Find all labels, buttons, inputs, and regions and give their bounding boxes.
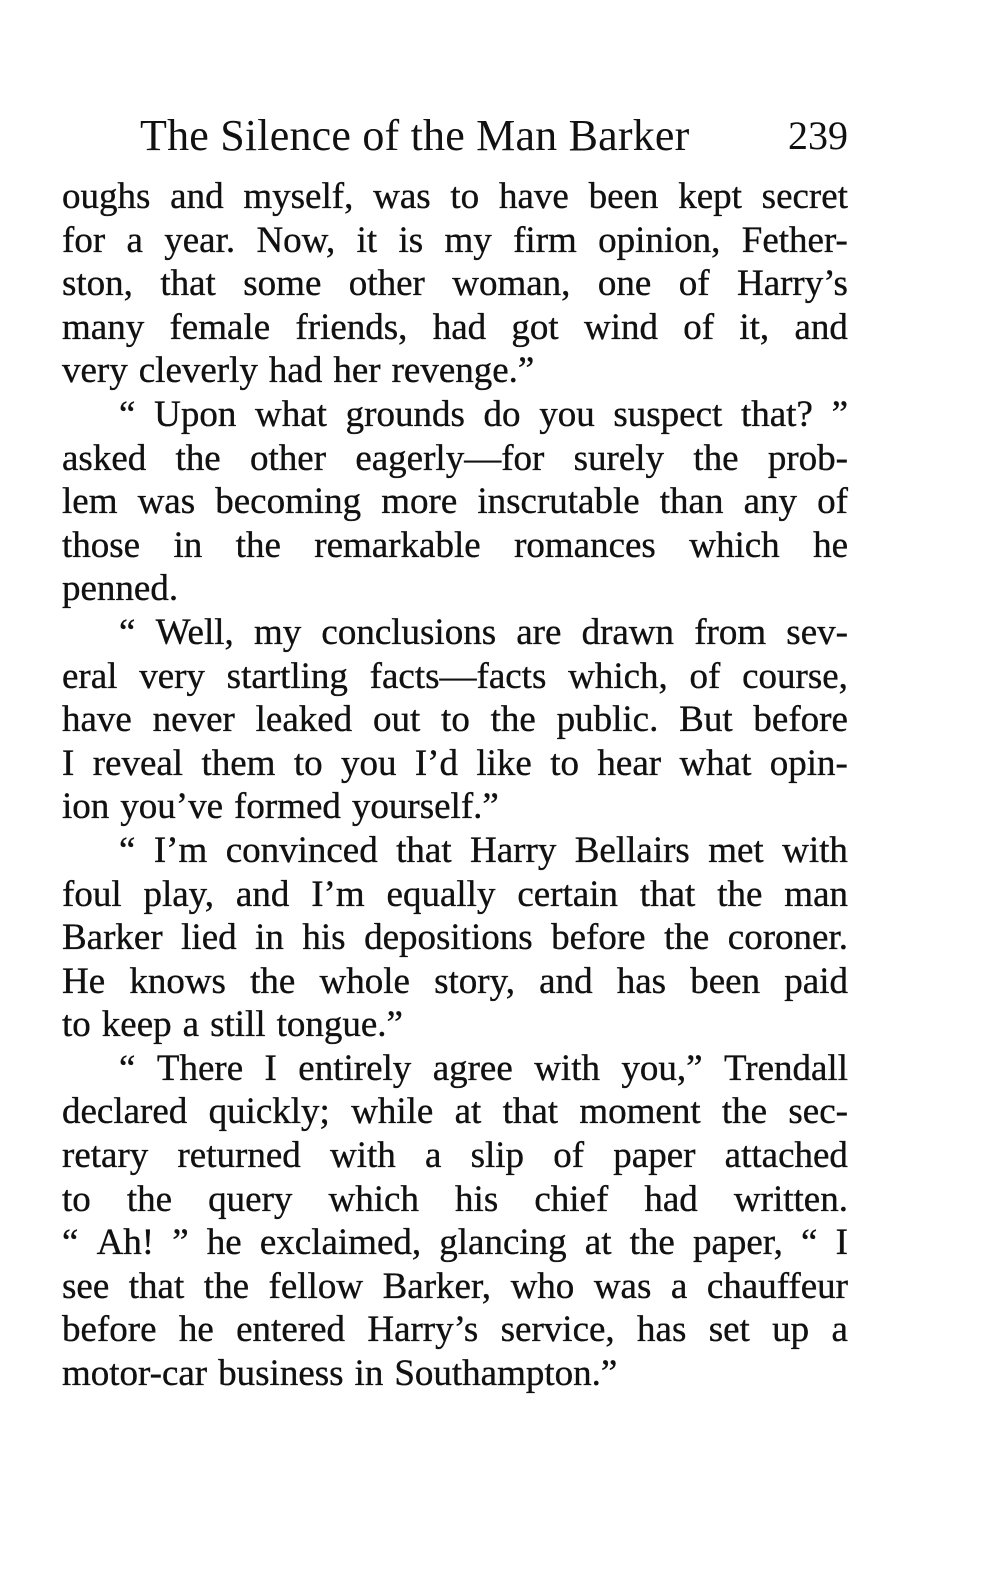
word: very (62, 350, 128, 392)
word: service, (500, 1309, 615, 1351)
word: friends, (295, 306, 408, 348)
word: sec- (788, 1091, 848, 1133)
word: to (62, 1004, 91, 1046)
word: for (62, 219, 106, 261)
word: drawn (581, 611, 675, 653)
word: foul (62, 873, 122, 915)
word: some (243, 263, 322, 305)
word: from (694, 611, 767, 653)
word: the (490, 699, 536, 741)
word: the (664, 917, 710, 959)
word: equally (386, 873, 496, 915)
word: Harry’s (736, 263, 848, 305)
word: ” (831, 393, 848, 435)
word: cleverly (138, 350, 258, 392)
word: business (218, 1353, 344, 1395)
word: his (455, 1178, 499, 1220)
word: sev- (786, 611, 848, 653)
word: knows (129, 960, 226, 1002)
word: depositions (364, 917, 533, 959)
word: do (483, 393, 521, 435)
word: course, (742, 655, 848, 697)
word: romances (514, 524, 656, 566)
word: inscrutable (477, 481, 640, 523)
word: see (62, 1265, 110, 1307)
word: got (511, 306, 559, 348)
word: fellow (268, 1265, 364, 1307)
word: Harry (470, 829, 557, 871)
word: reveal (92, 742, 184, 784)
word: female (169, 306, 271, 348)
word: eagerly—for (355, 437, 545, 479)
text-line (62, 437, 848, 481)
word: what (679, 742, 752, 784)
word: facts—facts (369, 655, 547, 697)
word: the (717, 873, 763, 915)
word: He (62, 960, 106, 1002)
text-line (62, 262, 848, 306)
word: tongue.” (276, 1004, 403, 1046)
word: before (753, 699, 848, 741)
word: paper, (692, 1222, 783, 1264)
word: becoming (215, 481, 362, 523)
text-line (62, 349, 848, 393)
word: entirely (298, 1047, 412, 1089)
word: But (679, 699, 733, 741)
word: have (498, 176, 569, 217)
word: he (178, 1309, 214, 1351)
word: I (264, 1047, 277, 1089)
word: that? (740, 393, 813, 435)
word: hear (597, 742, 662, 784)
text-line (62, 1352, 848, 1396)
word: I (835, 1222, 848, 1264)
text-line (62, 655, 848, 699)
text-line (62, 1265, 848, 1309)
text-line (62, 960, 848, 1004)
word: “ (119, 1047, 136, 1089)
word: query (208, 1178, 293, 1220)
word: was (373, 176, 431, 217)
word: you (340, 742, 397, 784)
word: my (444, 219, 492, 261)
word: Now, (256, 219, 336, 261)
word: moment (579, 1091, 701, 1133)
word: “ (119, 829, 136, 871)
word: the (203, 1265, 249, 1307)
word: that (639, 873, 696, 915)
word: suspect (613, 393, 723, 435)
word: of (683, 306, 715, 348)
word: grounds (345, 393, 465, 435)
word: you’ve (120, 786, 224, 828)
text-line (62, 567, 848, 611)
word: like (476, 742, 532, 784)
word: my (253, 611, 302, 653)
word: at (454, 1091, 482, 1133)
word: to (550, 742, 580, 784)
text-line (62, 1003, 848, 1047)
word: in (255, 917, 284, 959)
word: the (175, 437, 221, 479)
word: play, (143, 873, 215, 915)
word: paper (613, 1135, 696, 1177)
text-line (62, 219, 848, 263)
word: was (137, 481, 196, 523)
text-line (62, 393, 848, 437)
word: the (721, 1091, 768, 1133)
word: exclaimed, (259, 1222, 422, 1264)
word: returned (177, 1135, 301, 1177)
word: of (689, 655, 721, 697)
word: of (817, 481, 848, 523)
text-line (62, 1134, 848, 1178)
text-line (62, 829, 848, 873)
word: which (328, 1178, 419, 1220)
word: retary (62, 1135, 149, 1177)
word: ” (172, 1222, 189, 1264)
word: what (255, 393, 327, 435)
text-line (62, 480, 848, 524)
page-number: 239 (788, 113, 848, 158)
text-line (62, 1221, 848, 1265)
word: at (584, 1222, 612, 1264)
word: woman, (452, 263, 571, 305)
text-line (62, 1090, 848, 1134)
word: leaked (255, 699, 353, 741)
word: who (510, 1265, 575, 1307)
text-line (62, 524, 848, 568)
word: keep (101, 1004, 172, 1046)
word: surely (573, 437, 665, 479)
word: with (782, 829, 848, 871)
word: it, (739, 306, 770, 348)
word: still (210, 1004, 266, 1046)
word: ston, (62, 263, 133, 305)
word: Upon (154, 393, 237, 435)
word: with (534, 1047, 600, 1089)
word: penned. (62, 568, 179, 610)
word: a (182, 1004, 200, 1046)
word: in (354, 1353, 384, 1395)
word: Trendall (723, 1047, 848, 1089)
word: that (396, 829, 452, 871)
word: attached (724, 1135, 848, 1177)
word: had (268, 350, 323, 392)
word: wind (583, 306, 658, 348)
word: and (539, 960, 593, 1002)
word: other (348, 263, 425, 305)
word: he (206, 1222, 242, 1264)
word: entered (236, 1309, 345, 1351)
word: had (432, 306, 487, 348)
word: up (772, 1309, 810, 1351)
word: Barker (62, 917, 163, 959)
word: lied (181, 917, 237, 959)
word: a (831, 1309, 848, 1351)
running-head (62, 108, 848, 164)
running-title: The Silence of the Man Barker (140, 111, 690, 160)
word: it (356, 219, 378, 261)
word: “ (801, 1222, 818, 1264)
text-line (62, 306, 848, 350)
word: while (351, 1091, 434, 1133)
word: whole (319, 960, 410, 1002)
word: to (450, 176, 480, 217)
word: asked (62, 437, 147, 479)
text-line (62, 785, 848, 829)
word: a (670, 1265, 688, 1307)
word: revenge.” (391, 350, 535, 392)
word: and (170, 176, 224, 217)
word: and (235, 873, 290, 915)
word: of (553, 1135, 585, 1177)
word: yourself.” (351, 786, 499, 828)
word: Southampton.” (394, 1353, 618, 1395)
word: that (128, 1265, 185, 1307)
text-line (62, 611, 848, 655)
word: of (678, 263, 710, 305)
text-line (62, 1047, 848, 1091)
text-line (62, 1178, 848, 1222)
word: before (551, 917, 646, 959)
word: has (616, 960, 667, 1002)
word: chief (534, 1178, 609, 1220)
word: more (381, 481, 458, 523)
word: which (689, 524, 780, 566)
word: slip (470, 1135, 525, 1177)
word: very (139, 655, 205, 697)
text-line (62, 1308, 848, 1352)
word: met (708, 829, 764, 871)
word: story, (434, 960, 515, 1002)
word: startling (226, 655, 348, 697)
word: those (62, 524, 141, 566)
word: you,” (621, 1047, 703, 1089)
word: I (62, 742, 75, 784)
text-line (62, 916, 848, 960)
word: set (708, 1309, 750, 1351)
word: before (62, 1309, 157, 1351)
word: her (333, 350, 381, 392)
word: been (588, 176, 659, 217)
word: “ (62, 1222, 79, 1264)
word: Fether- (741, 219, 848, 261)
word: agree (432, 1047, 513, 1089)
word: to (62, 1178, 91, 1220)
word: motor-car (62, 1353, 208, 1395)
word: convinced (225, 829, 378, 871)
word: written. (733, 1178, 848, 1220)
word: which, (568, 655, 668, 697)
word: firm (513, 219, 577, 261)
word: with (329, 1135, 396, 1177)
word: never (152, 699, 235, 741)
word: coroner. (727, 917, 848, 959)
word: than (659, 481, 724, 523)
word: one (597, 263, 652, 305)
word: his (302, 917, 346, 959)
word: man (784, 873, 848, 915)
word: many (62, 306, 145, 348)
word: out (372, 699, 421, 741)
word: the (629, 1222, 675, 1264)
text-line (62, 698, 848, 742)
word: chauffeur (706, 1265, 848, 1307)
word: quickly; (208, 1091, 330, 1133)
word: year. (164, 219, 236, 261)
word: the (693, 437, 739, 479)
word: ion (62, 786, 110, 828)
word: opinion, (598, 219, 721, 261)
text-line (62, 873, 848, 917)
word: been (690, 960, 761, 1002)
word: you (539, 393, 595, 435)
word: eral (62, 655, 118, 697)
word: remarkable (314, 524, 481, 566)
word: conclusions (321, 611, 497, 653)
word: other (250, 437, 327, 479)
word: oughs (62, 176, 151, 217)
word: are (516, 611, 562, 653)
body-text (62, 175, 848, 1396)
word: opin- (769, 742, 848, 784)
word: is (398, 219, 424, 261)
word: the (250, 960, 296, 1002)
word: certain (517, 873, 618, 915)
word: that (502, 1091, 559, 1133)
word: a (424, 1135, 442, 1177)
word: the (126, 1178, 173, 1220)
word: and (794, 306, 848, 348)
word: Ah! (96, 1222, 155, 1264)
word: formed (234, 786, 341, 828)
word: I’m (153, 829, 208, 871)
word: “ (119, 393, 136, 435)
word: he (813, 524, 848, 566)
word: kept (678, 176, 742, 217)
word: public. (556, 699, 659, 741)
word: Bellairs (574, 829, 690, 871)
word: I’d (414, 742, 458, 784)
word: in (173, 524, 203, 566)
word: glancing (439, 1222, 567, 1264)
word: have (62, 699, 132, 741)
word: the (235, 524, 281, 566)
word: Barker, (382, 1265, 492, 1307)
word: had (644, 1178, 698, 1220)
word: that (160, 263, 216, 305)
word: Harry’s (367, 1309, 479, 1351)
word: There (156, 1047, 244, 1089)
word: was (593, 1265, 652, 1307)
word: lem (62, 481, 118, 523)
word: them (201, 742, 276, 784)
word: any (743, 481, 797, 523)
word: paid (784, 960, 848, 1002)
word: “ (119, 611, 136, 653)
word: myself, (243, 176, 354, 217)
word: a (126, 219, 143, 261)
word: has (637, 1309, 687, 1351)
word: secret (761, 176, 848, 217)
word: prob- (767, 437, 848, 479)
text-line (62, 175, 848, 219)
word: I’m (311, 873, 365, 915)
word: to (441, 699, 470, 741)
text-line (62, 742, 848, 786)
word: Well, (155, 611, 234, 653)
word: to (293, 742, 323, 784)
word: declared (62, 1091, 188, 1133)
